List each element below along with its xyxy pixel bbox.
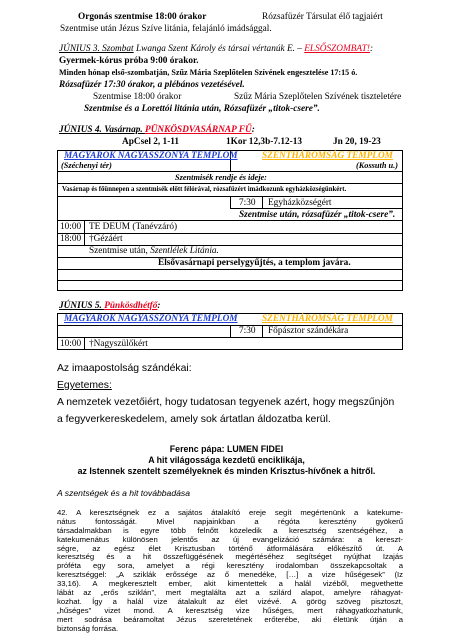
- rosary-society-line: Rózsafüzér Társulat élő tagjaiért: [262, 12, 383, 22]
- june5-whit-monday: Pünkösdhétfő: [104, 301, 158, 311]
- june5-right-intention: Főpásztor szándékára: [268, 326, 349, 336]
- june4-date: JÚNIUS 4. Vasárnap.: [59, 125, 146, 135]
- encyclical-line: ségre, az egész élet Krisztusban történő átformálására előkészítő út. A: [57, 543, 403, 553]
- june4-row1-time: 10:00: [60, 222, 82, 232]
- prayer-general-label: Egyetemes:: [57, 380, 112, 391]
- june4-row1-intention: TE DEUM (Tanévzáró): [89, 222, 178, 232]
- encyclical-line: nátus fontosságát. Mivel napjainkban a régóta keresztény gyökerű: [57, 516, 403, 526]
- collection-note: Elsővasárnapi perselygyűjtés, a templom javára.: [158, 258, 351, 268]
- june3-first-saturday: ELSŐSZOMBAT!: [304, 44, 371, 54]
- sunday-rosary-note: Vasárnap és főünnepen a szentmisék előtt félórával, rózsafüzért imádkozunk egyházközségünkért.: [62, 186, 347, 193]
- encyclical-line: keresztséggel: „A sziklák erőssége az ő menedéke, […] a vize hűségesek” (Iz: [57, 570, 403, 580]
- june3-heading: JÚNIUS 3. Szombat Lwanga Szent Károly és társai vértanúk E. – ELSŐSZOMBAT!:: [59, 44, 374, 54]
- litany-line: Szentmise után Jézus Szíve litánia, felajánló imádsággal.: [60, 24, 272, 34]
- mass-order-label: Szentmisék rendje és ideje:: [175, 173, 267, 182]
- church-szentharomsag-address: (Kossuth u.): [356, 161, 398, 170]
- encyclical-line: 33,16). A megkeresztelt ember, akit kimentettek a halál vizéből, megvethette: [57, 579, 403, 589]
- june5-heading: JÚNIUS 5. Pünkösdhétfő:: [59, 301, 161, 311]
- june5-church-szentharomsag: SZENTHÁROMSÁG TEMPLOM: [262, 314, 393, 324]
- june5-church-magyarok: MAGYAROK NAGYASSZONYA TEMPLOM: [64, 314, 238, 324]
- june3-feast: Lwanga Szent Károly és társai vértanúk E. –: [133, 44, 305, 54]
- june4-pentecost: PÜNKÖSDVASÁRNAP FŰ: [145, 125, 252, 135]
- prayer-text-line1: A nemzetek vezetőiért, hogy tudatosan tegyenek azért, hogy megszűnjön: [57, 397, 395, 408]
- encyclical-section-title: A szentségek és a hit továbbadása: [57, 488, 190, 498]
- june3-mass-intention: Szűz Mária Szeplőtelen Szívének tiszteletére: [234, 92, 402, 102]
- church-szentharomsag: SZENTHÁROMSÁG TEMPLOM: [262, 151, 393, 161]
- church-magyarok-address: (Széchenyi tér): [61, 161, 112, 170]
- encyclical-line: katekumenátus különösen jelentős az új evangelizáció számára: a kereszt-: [57, 534, 403, 544]
- june4-right-intention: Egyházközségért: [268, 198, 332, 208]
- june4-row2-intention: †Gézáért: [89, 234, 123, 244]
- june4-right-rosary: Szentmise után, rózsafüzér „titok-csere”.: [239, 210, 396, 220]
- organ-mass-line: Orgonás szentmise 18:00 órakor: [78, 12, 207, 22]
- june3-mass: Szentmise 18:00 órakor: [93, 92, 182, 102]
- reading-2: 1Kor 12,3b-7.12-13: [226, 137, 303, 147]
- encyclical-line: biztonság forrása.: [57, 623, 119, 633]
- encyclical-title: Ferenc pápa: LUMEN FIDEI: [169, 444, 284, 454]
- june5-right-time: 7:30: [239, 326, 256, 336]
- reading-1: ApCsel 2, 1-11: [122, 137, 180, 147]
- encyclical-line: 42. A keresztségnek ez a sajátos átalakító ereje segít megértenünk a katekume-: [57, 508, 403, 517]
- encyclical-line: kozhat. Így a halál vize átalakult az élet vizévé. A görög szöveg pisztoszt,: [57, 596, 403, 606]
- church-magyarok: MAGYAROK NAGYASSZONYA TEMPLOM: [64, 151, 238, 161]
- june4-row2-time: 18:00: [60, 234, 82, 244]
- first-saturday-note: Minden hónap első-szombatján, Szűz Mária Szeplőtelen Szívének engesztelése 17:15 ó.: [59, 68, 358, 77]
- encyclical-dedication: az Istennek szentelt személyeknek és minden Krisztus-hívőnek a hitről.: [77, 466, 376, 476]
- june5-left-intention: †Nagyszülőkért: [89, 339, 148, 349]
- reading-3: Jn 20, 19-23: [333, 137, 381, 147]
- encyclical-line: lábát az „erős sziklán”, mert megtalálta azt a szilárd alapot, amelyre ráhagyat-: [57, 588, 403, 598]
- encyclical-line: társadalmakban is egyre több felnőtt közeledik a keresztség szentségéhez, a: [57, 525, 403, 535]
- encyclical-line: keresztség és a hit összefüggésének megértéséhez segítséget nyújthat Izajás: [57, 552, 403, 562]
- june4-after-mass: Szentmise után, Szentlélek Litánia.: [89, 246, 219, 256]
- encyclical-subtitle: A hit világossága kezdetű enciklikája,: [148, 455, 305, 465]
- prayer-intention-intro: Az imaapostolság szándékai:: [57, 363, 192, 374]
- june4-right-time: 7:30: [239, 198, 256, 208]
- june3-date: JÚNIUS 3. Szombat: [59, 44, 134, 54]
- june3-after-mass: Szentmise és a Lorettói litánia után, Rózsafüzér „titok-csere”.: [84, 104, 320, 114]
- june4-heading: JÚNIUS 4. Vasárnap. PÜNKÖSDVASÁRNAP FŰ:: [59, 125, 255, 135]
- prayer-text-line2: a fegyverkereskedelem, amely sok ártatlan áldozatba kerül.: [57, 414, 331, 425]
- rosary-note: Rózsafüzér 17:30 órakor, a plébános vezetésével.: [59, 80, 245, 90]
- encyclical-line: „hűséges” vizet mond. A keresztség vize hűséges, mert ráhagyatkozhatunk,: [57, 605, 403, 615]
- encyclical-line: próféta egy sora, amelyet a régi keresztény irodalomban összekapcsoltak a: [57, 561, 403, 571]
- choir-rehearsal: Gyermek-kórus próba 9:00 órakor.: [59, 56, 199, 66]
- june5-left-time: 10:00: [60, 339, 82, 349]
- encyclical-line: mert sodrása beáramoltat Jézus szeretetének erőterébe, aki életünk útján a: [57, 614, 403, 624]
- encyclical-body: [57, 509, 403, 633]
- june5-date: JÚNIUS 5.: [59, 301, 105, 311]
